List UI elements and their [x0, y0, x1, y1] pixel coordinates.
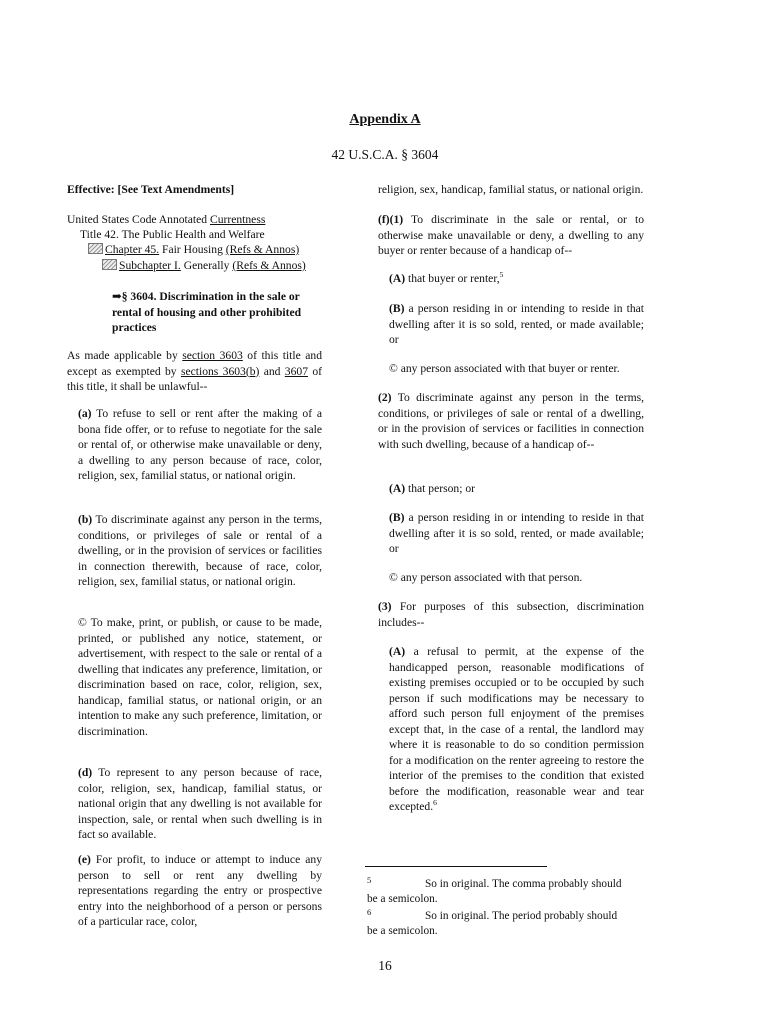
paragraph-label: © [389, 362, 398, 375]
paragraph-text: For profit, to induce or attempt to induce any person to sell or rent any dwelling by representations regarding the entry or prospective entry into the neighborhood of a person or persons of a particular race, color, [78, 853, 322, 928]
footnote-number: 5 [367, 875, 372, 885]
paragraph-d [78, 765, 322, 843]
page-number: 16 [378, 958, 392, 973]
paragraph-a [78, 406, 322, 484]
appendix-title: Appendix A [349, 112, 421, 127]
paragraph-label: (e) [78, 853, 91, 866]
section-3607-link[interactable]: 3607 [284, 364, 308, 378]
document-icon [102, 259, 117, 270]
paragraph-f1c [389, 361, 644, 377]
paragraph-label: (a) [78, 407, 92, 420]
paragraph-label: (2) [378, 391, 392, 404]
footnote-text-cont: be a semicolon. [367, 925, 438, 937]
footnote-text: So in original. The period probably should [425, 910, 618, 922]
refs-annos-link[interactable]: (Refs & Annos) [232, 259, 306, 272]
paragraph-f3a [389, 644, 644, 815]
footnote-divider [365, 866, 547, 867]
sections-3603b-link[interactable]: sections 3603(b) [180, 364, 260, 378]
paragraph-f3 [378, 599, 644, 630]
title-42-line: Title 42. The Public Health and Welfare [80, 228, 265, 241]
paragraph-text: a refusal to permit, at the expense of the handicapped person, reasonable modifications of existing premises occupied or to be occupied by such person if such modifications may be necessary to afford such person full enjoyment of the premises except that, in the case of a rental, the landlord may where it is reasonable to do so condition permission for a modification on the renter agreeing to restore the interior of the premises to the condition that existed before the modification, reasonable wear and tear excepted. [389, 645, 644, 813]
paragraph-b [78, 512, 322, 590]
chapter-text: Fair Housing [159, 243, 226, 256]
paragraph-f2 [378, 390, 644, 452]
paragraph-label: © [78, 616, 87, 629]
code-annotated-text: United States Code Annotated [67, 213, 210, 226]
section-heading [112, 289, 324, 336]
chapter-link[interactable]: Chapter 45. [105, 243, 160, 256]
paragraph-f1b [389, 301, 644, 348]
paragraph-label: (3) [378, 600, 392, 613]
paragraph-c [78, 615, 322, 739]
paragraph-label: (d) [78, 766, 93, 779]
paragraph-label: © [389, 571, 398, 584]
refs-annos-link[interactable]: (Refs & Annos) [225, 243, 300, 256]
footnote-ref[interactable]: 5 [499, 270, 504, 279]
paragraph-text: any person associated with that person. [397, 571, 583, 584]
intro-paragraph [67, 348, 322, 395]
paragraph-text: any person associated with that buyer or renter. [397, 362, 620, 375]
paragraph-text: a person residing in or intending to reside in that dwelling after it is so sold, rented, or made available; or [389, 511, 644, 555]
footnote-5 [367, 877, 647, 907]
paragraph-text: that buyer or renter, [405, 272, 500, 285]
chapter-line [88, 242, 348, 258]
paragraph-label: (b) [78, 513, 93, 526]
section-3603-link[interactable]: section 3603 [182, 349, 243, 362]
intro-text: As made applicable by [67, 349, 183, 362]
paragraph-text: To represent to any person because of race, color, religion, sex, handicap, familial status, or national origin that any dwelling is not available for inspection, sale, or rental when such dwelling is in fact so available. [78, 766, 322, 841]
footnote-text-cont: be a semicolon. [367, 893, 438, 905]
paragraph-f2b [389, 510, 644, 557]
intro-text: and [259, 364, 285, 378]
paragraph-text: To discriminate against any person in the terms, conditions, or privileges of sale or rental of a dwelling, or in the provision of services or facilities in connection therewith, because of race, color, religion, sex, familial status, or national origin. [78, 513, 322, 588]
paragraph-label: (f)(1) [378, 213, 404, 226]
paragraph-label: (B) [389, 511, 405, 524]
paragraph-f2a [389, 481, 644, 497]
paragraph-label: (A) [389, 272, 406, 285]
paragraph-label: (B) [389, 302, 405, 315]
paragraph-text: To discriminate in the sale or rental, or to otherwise make unavailable or deny, a dwelling to any buyer or renter because of a handicap of-- [378, 213, 644, 257]
paragraph-text: that person; or [405, 482, 475, 495]
paragraph-f1 [378, 212, 644, 259]
paragraph-f1a [389, 271, 644, 287]
paragraph-f2c [389, 570, 644, 586]
footnote-6 [367, 909, 647, 939]
section-heading-text: § 3604. Discrimination in the sale or rental of housing and other prohibited practices [112, 290, 302, 334]
footnote-number: 6 [367, 907, 372, 917]
document-icon [88, 243, 103, 254]
code-annotated-line [67, 212, 322, 228]
paragraph-text: a person residing in or intending to reside in that dwelling after it is so sold, rented, or made available; or [389, 302, 644, 346]
paragraph-text: To make, print, or publish, or cause to be made, printed, or published any notice, statement, or advertisement, with respect to the sale or rental of a dwelling that indicates any preference, limitation, or discrimination based on race, color, religion, sex, handicap, familial status, or national origin, or an intention to make any such preference, limitation, or discrimination. [78, 616, 322, 738]
intro-text: of this title, it shall be unlawful-- [67, 364, 322, 393]
continued-text: religion, sex, handicap, familial status, or national origin. [378, 183, 644, 196]
paragraph-text: To refuse to sell or rent after the making of a bona fide offer, or to refuse to negotiate for the sale or rental of, or otherwise make unavailable or deny, a dwelling to any person because of race, color, religion, sex, familial status, or national origin. [78, 407, 322, 482]
intro-text: of this title and except as exempted by [67, 349, 322, 378]
paragraph-text: For purposes of this subsection, discrimination includes-- [378, 600, 644, 629]
paragraph-label: (A) [389, 645, 406, 658]
effective-date: Effective: [See Text Amendments] [67, 183, 235, 196]
paragraph-label: (A) [389, 482, 406, 495]
paragraph-e [78, 852, 322, 930]
currentness-link[interactable]: Currentness [209, 213, 266, 226]
subchapter-text: Generally [180, 259, 233, 272]
subchapter-link[interactable]: Subchapter I. [119, 259, 181, 272]
footnote-ref[interactable]: 6 [433, 798, 437, 807]
arrow-icon: ➡ [112, 290, 122, 303]
subchapter-line [102, 258, 362, 274]
statute-citation: 42 U.S.C.A. § 3604 [331, 147, 439, 162]
footnote-text: So in original. The comma probably should [425, 878, 622, 890]
paragraph-text: To discriminate against any person in the terms, conditions, or privileges of sale or rental of a dwelling, or in the provision of services or facilities in connection with such dwelling, because of a handicap of-- [378, 391, 644, 451]
